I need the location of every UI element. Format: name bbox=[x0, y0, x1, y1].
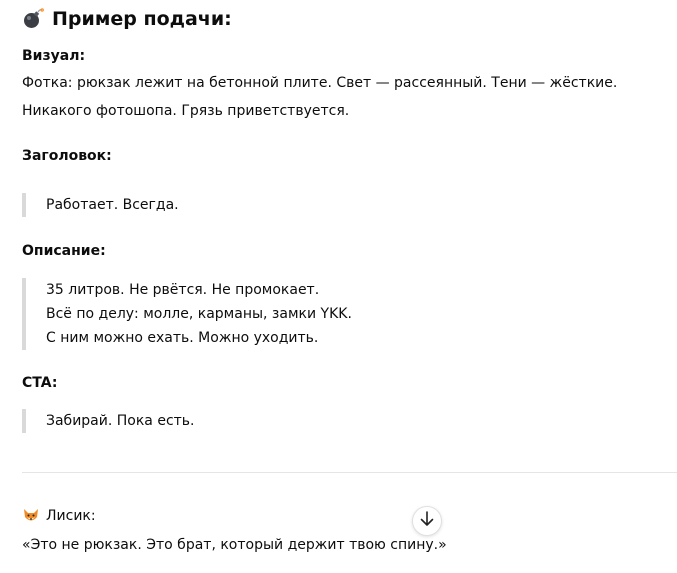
visual-label: Визуал: bbox=[22, 48, 86, 64]
cta-label: CTA: bbox=[22, 375, 58, 391]
author-name: Лисик: bbox=[46, 508, 96, 524]
description-quote bbox=[22, 278, 622, 350]
headline-quote bbox=[22, 193, 622, 217]
section-heading bbox=[22, 8, 232, 30]
quote-line: Работает. Всегда. bbox=[46, 197, 179, 213]
scroll-to-bottom-button[interactable] bbox=[412, 506, 442, 536]
cta-quote bbox=[22, 409, 622, 433]
visual-line: Никакого фотошопа. Грязь приветствуется. bbox=[22, 103, 350, 119]
headline-label: Заголовок: bbox=[22, 148, 112, 164]
author-line bbox=[22, 507, 96, 525]
arrow-down-icon bbox=[420, 511, 434, 531]
quote-line: 35 литров. Не рвётся. Не промокает. bbox=[46, 282, 320, 298]
bomb-icon bbox=[22, 8, 44, 30]
quote-line: С ним можно ехать. Можно уходить. bbox=[46, 330, 319, 346]
divider bbox=[22, 472, 677, 473]
fox-icon bbox=[22, 507, 40, 525]
visual-line: Фотка: рюкзак лежит на бетонной плите. Свет — рассеянный. Тени — жёсткие. bbox=[22, 75, 618, 91]
description-label: Описание: bbox=[22, 243, 106, 259]
page-title: Пример подачи: bbox=[52, 8, 232, 30]
closing-quote: «Это не рюкзак. Это брат, который держит твою спину.» bbox=[22, 537, 447, 553]
quote-line: Всё по делу: молле, карманы, замки YKK. bbox=[46, 306, 352, 322]
quote-line: Забирай. Пока есть. bbox=[46, 413, 195, 429]
